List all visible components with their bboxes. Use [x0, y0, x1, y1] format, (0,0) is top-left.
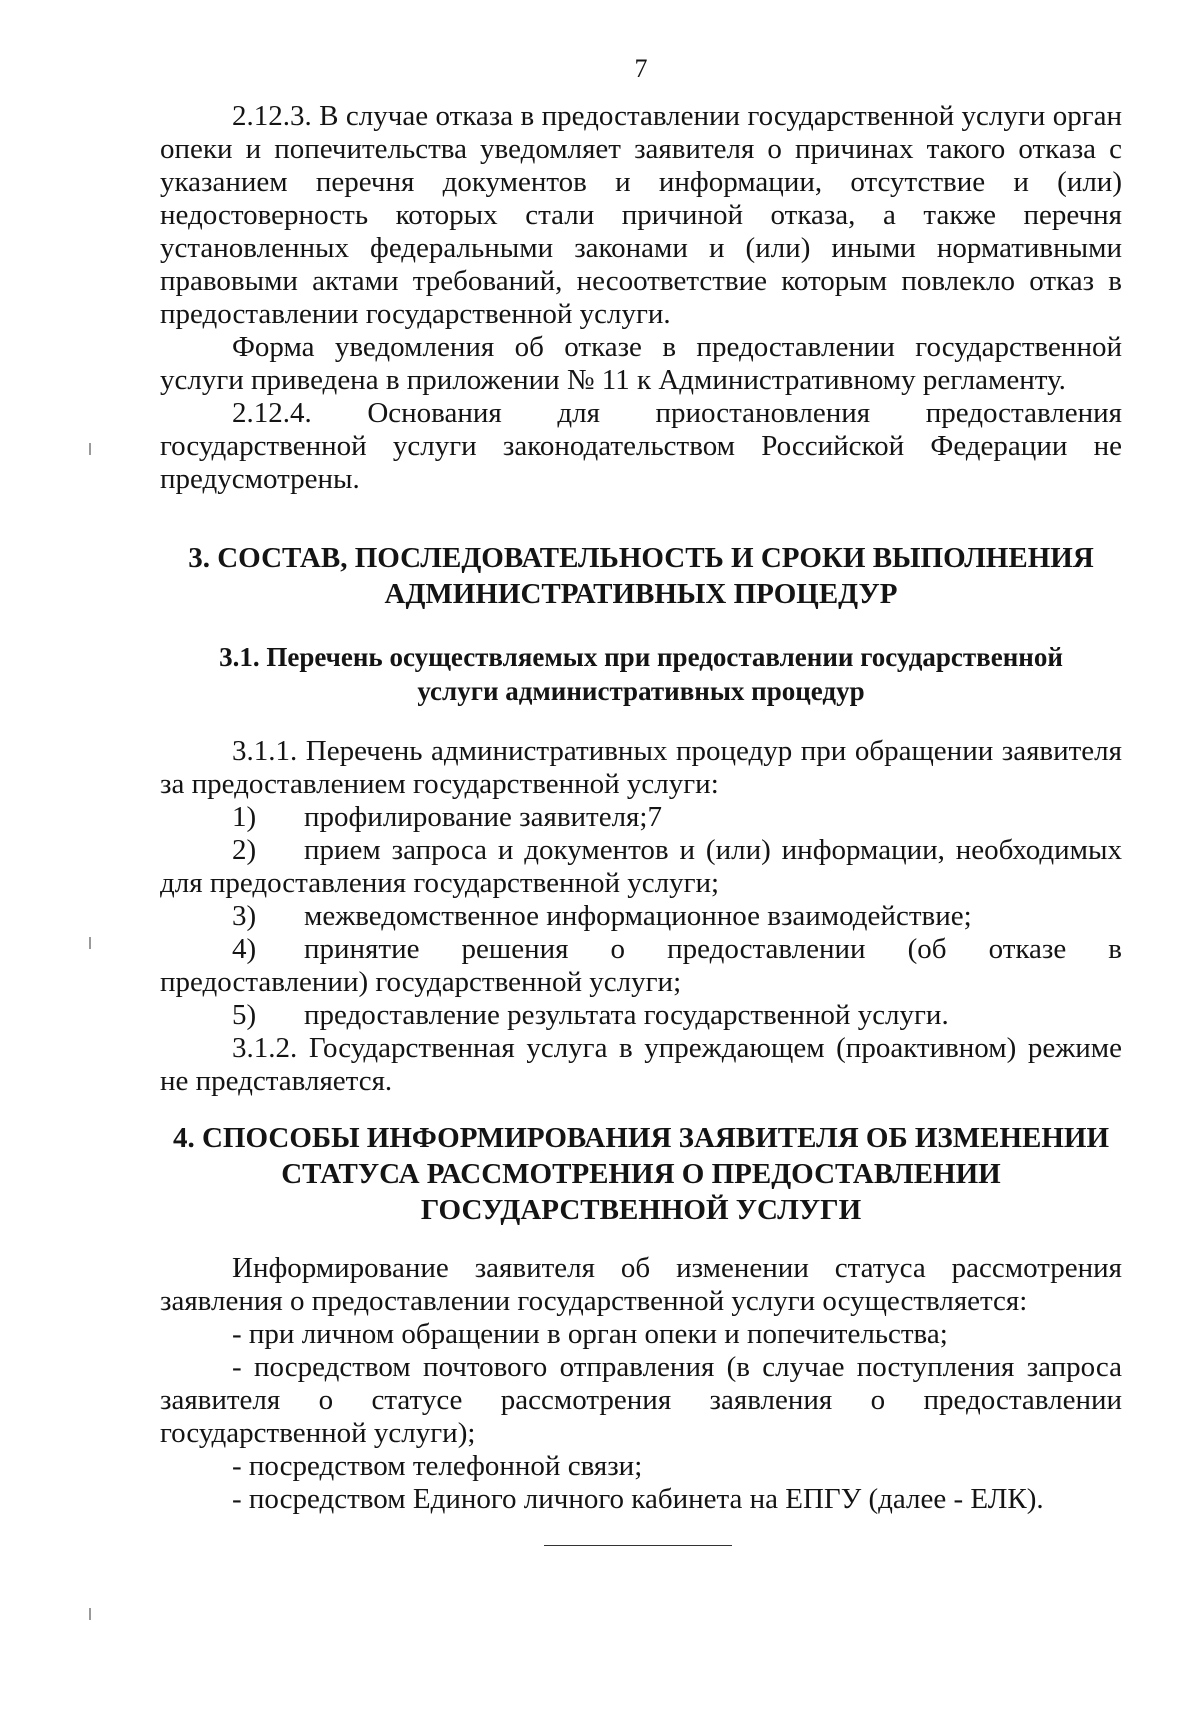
list-item — [160, 801, 1122, 834]
subheading-line: услуги административных процедур — [417, 676, 865, 706]
list-item — [160, 834, 1122, 900]
list-item-text: предоставление результата государственной услуги. — [304, 999, 949, 1031]
paragraph-2-12-4: 2.12.4. Основания для приостановления предоставления государственной услуги законодательством Российской Федерации не предусмотрены. — [160, 397, 1122, 495]
list-item-number: 2) — [232, 834, 257, 866]
section-2-12 — [160, 100, 1122, 496]
paragraph-info-intro: Информирование заявителя об изменении статуса рассмотрения заявления о предоставлении государственной услуги осуществляется: — [160, 1252, 1122, 1317]
list-item-number: 1) — [232, 801, 257, 833]
list-item — [160, 999, 1122, 1032]
list-item: - посредством почтового отправления (в случае поступления запроса заявителя о статусе рассмотрения заявления о предоставлении государственной услуги); — [160, 1351, 1122, 1449]
section-3-heading — [160, 540, 1122, 612]
heading-line: СТАТУСА РАССМОТРЕНИЯ О ПРЕДОСТАВЛЕНИИ — [281, 1158, 1001, 1190]
heading-line: ГОСУДАРСТВЕННОЙ УСЛУГИ — [420, 1194, 862, 1226]
paragraph-2-12-3: 2.12.3. В случае отказа в предоставлении государственной услуги орган опеки и попечительства уведомляет заявителя о причинах такого отказа с указанием перечня документов и информации, отсутствие и (или) недостоверность которых стали причиной отказа, а также перечня установленных федеральными законами и (или) иными нормативными правовыми актами требований, несоответствие которым повлекло отказ в предоставлении государственной услуги. — [160, 100, 1122, 330]
paragraph-3-1-2: 3.1.2. Государственная услуга в упреждающем (проактивном) режиме не представляется. — [160, 1032, 1122, 1097]
list-item — [160, 933, 1122, 999]
section-4-body — [160, 1252, 1122, 1516]
paragraph-notice-form: Форма уведомления об отказе в предоставлении государственной услуги приведена в приложении № 11 к Административному регламенту. — [160, 331, 1122, 396]
page-number: 7 — [634, 54, 648, 83]
margin-mark — [89, 937, 91, 949]
margin-mark — [89, 1608, 91, 1620]
margin-mark — [89, 443, 91, 455]
list-item: - посредством телефонной связи; — [232, 1450, 643, 1482]
heading-line: 4. СПОСОБЫ ИНФОРМИРОВАНИЯ ЗАЯВИТЕЛЯ ОБ ИЗМЕНЕНИИ — [172, 1122, 1110, 1154]
list-item-text: межведомственное информационное взаимодействие; — [304, 900, 972, 932]
paragraph-3-1-1: 3.1.1. Перечень административных процедур при обращении заявителя за предоставлением государственной услуги: — [160, 735, 1122, 800]
list-item-number: 3) — [232, 900, 257, 932]
list-item-text: прием запроса и документов и (или) информации, необходимых для предоставления государственной услуги; — [160, 834, 1122, 899]
section-4-heading — [160, 1120, 1122, 1228]
list-item-text: профилирование заявителя;7 — [304, 801, 662, 833]
heading-line: АДМИНИСТРАТИВНЫХ ПРОЦЕДУР — [384, 578, 898, 610]
list-item: - при личном обращении в орган опеки и попечительства; — [232, 1318, 948, 1350]
section-3-1-subheading — [160, 640, 1122, 708]
end-divider — [544, 1545, 732, 1546]
heading-line: 3. СОСТАВ, ПОСЛЕДОВАТЕЛЬНОСТЬ И СРОКИ ВЫПОЛНЕНИЯ — [188, 542, 1094, 574]
section-3-1-body — [160, 735, 1122, 1098]
list-item — [160, 900, 1122, 933]
list-item-number: 4) — [232, 933, 257, 965]
subheading-line: 3.1. Перечень осуществляемых при предоставлении государственной — [219, 642, 1063, 672]
list-item-number: 5) — [232, 999, 257, 1031]
list-item: - посредством Единого личного кабинета на ЕПГУ (далее - ЕЛК). — [232, 1483, 1044, 1515]
document-page — [160, 0, 1122, 1713]
list-item-text: принятие решения о предоставлении (об отказе в предоставлении) государственной услуги; — [160, 933, 1122, 998]
